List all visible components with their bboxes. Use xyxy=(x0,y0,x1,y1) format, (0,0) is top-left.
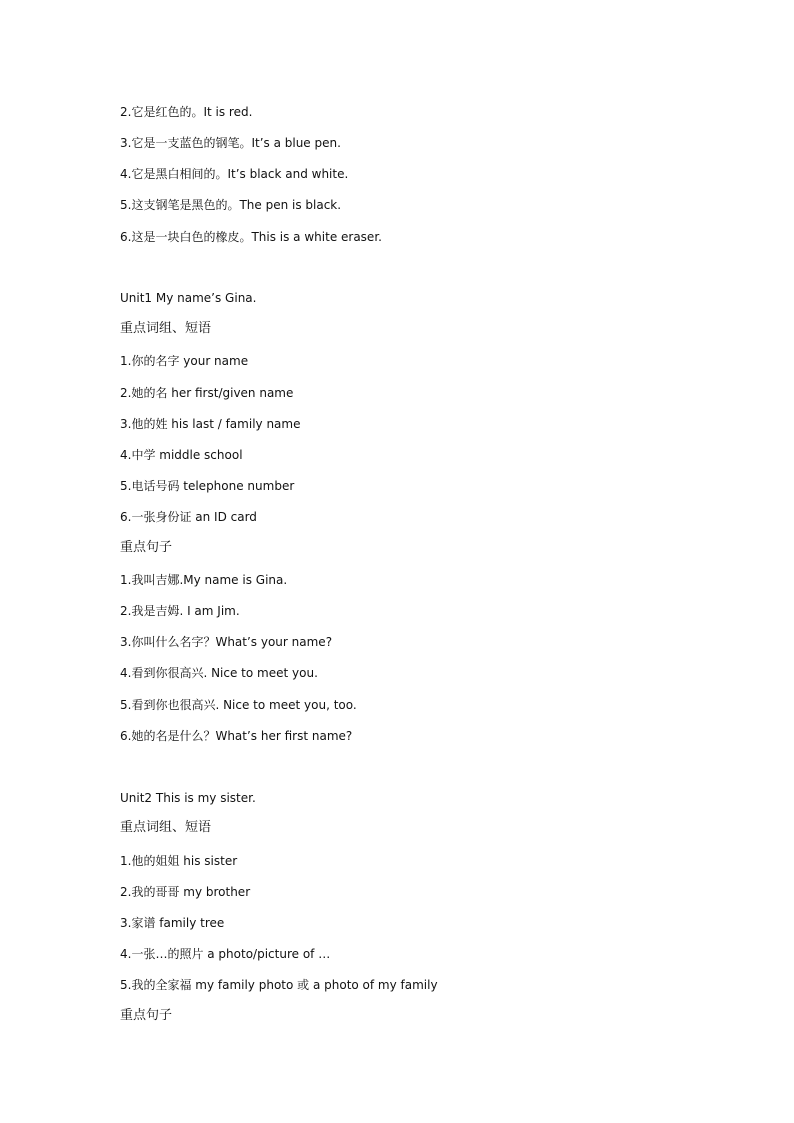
text-line: 3.它是一支蓝色的钢笔。It’s a blue pen. xyxy=(120,136,341,150)
text-line: 4.一张…的照片 a photo/picture of … xyxy=(120,947,331,961)
text-line: 2.它是红色的。It is red. xyxy=(120,105,253,119)
text-line: 1.你的名字 your name xyxy=(120,354,249,368)
section-heading-phrases: 重点词组、短语 xyxy=(120,321,212,336)
text-line: 2.她的名 her first/given name xyxy=(120,386,294,400)
text-line: 3.你叫什么名字？What’s your name? xyxy=(120,635,333,649)
text-line: 5.看到你也很高兴. Nice to meet you, too. xyxy=(120,698,357,712)
text-line: 4.它是黑白相间的。It’s black and white. xyxy=(120,167,349,181)
section-heading-sentences: 重点句子 xyxy=(120,1008,173,1023)
text-line: 6.一张身份证 an ID card xyxy=(120,510,257,524)
text-line: 5.我的全家福 my family photo 或 a photo of my family xyxy=(120,978,438,992)
text-line: 2.我的哥哥 my brother xyxy=(120,885,251,899)
text-line: 6.她的名是什么？What’s her first name? xyxy=(120,729,353,743)
text-line: 1.他的姐姐 his sister xyxy=(120,854,238,868)
text-line: 3.他的姓 his last / family name xyxy=(120,417,301,431)
text-line: 6.这是一块白色的橡皮。This is a white eraser. xyxy=(120,230,382,244)
text-line: 5.这支钢笔是黑色的。The pen is black. xyxy=(120,198,342,212)
unit2-title: Unit2 This is my sister. xyxy=(120,791,256,805)
text-line: 4.中学 middle school xyxy=(120,448,243,462)
text-line: 4.看到你很高兴. Nice to meet you. xyxy=(120,666,318,680)
unit1-title: Unit1 My name’s Gina. xyxy=(120,291,257,305)
text-line: 3.家谱 family tree xyxy=(120,916,225,930)
text-line: 5.电话号码 telephone number xyxy=(120,479,295,493)
text-line: 1.我叫吉娜.My name is Gina. xyxy=(120,573,288,587)
section-heading-phrases: 重点词组、短语 xyxy=(120,820,212,835)
text-line: 2.我是吉姆. I am Jim. xyxy=(120,604,240,618)
section-heading-sentences: 重点句子 xyxy=(120,540,173,555)
